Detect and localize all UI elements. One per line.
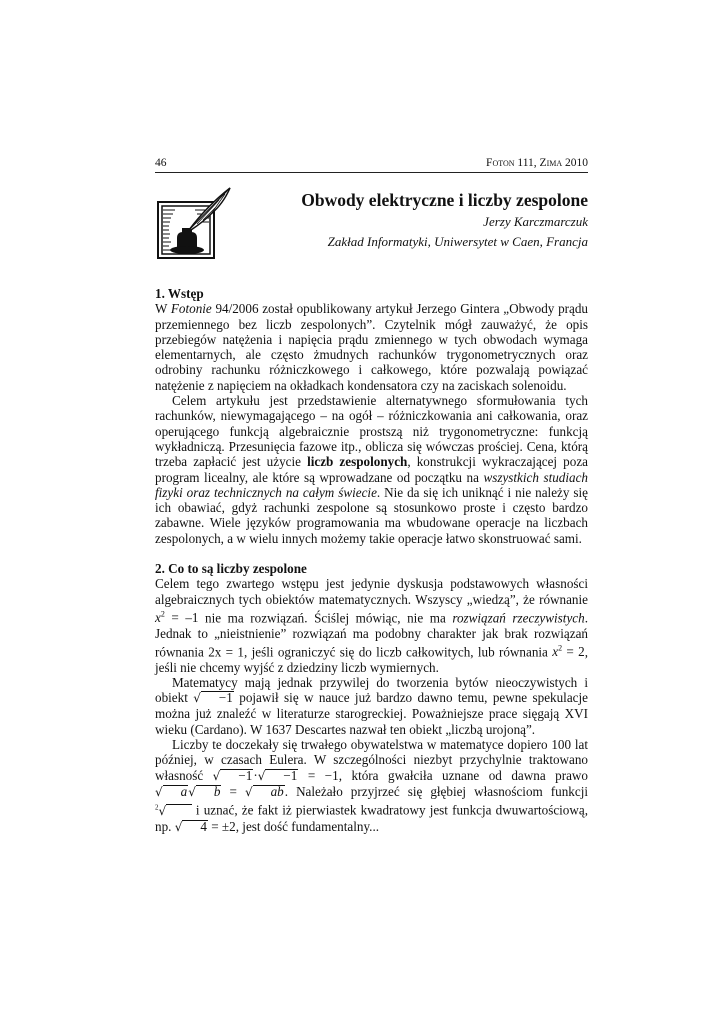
paragraph: Celem artykułu jest przedstawienie alternatywnego sformułowania tych rachunków, niewymagającego – na ogół – różniczkowania ani całkowania, oraz operującego funkcją algebraicznie prostszą niż trygonometryczne: funkcją wykładniczą. Przesunięcia fazowe itp., oblicza się wówczas prościej. Cena, którą trzeba zapłacić jest użycie liczb zespolonych, konstrukcji wykraczającej poza program licealny, ale które są wprowadzane od początku na wszystkich studiach fizyki oraz technicznych na całym świecie. Nie da się ich uniknąć i nie należy się ich obawiać, gdyż rachunki zespolone są stosunkowo proste i często bardzo zabawne. Wiele języków programowania ma wbudowane operacje na liczbach zespolonych, a w wielu innych możemy takie operacje łatwo skonstruować sami. <box>155 393 588 546</box>
article-title: Obwody elektryczne i liczby zespolone <box>301 190 588 210</box>
sqrt-icon: √ <box>155 784 163 799</box>
sqrt-minus-one: √ −1 <box>193 690 233 706</box>
sqrt-icon: √ <box>244 784 253 799</box>
paragraph: Celem tego zwartego wstępu jest jedynie dyskusja podstawowych własności algebraicznych tych obiektów matematycznych. Wszyscy „wiedzą”, że równanie $x^2 = -1$ nie ma rozwiązań. Ściślej mówiąc, nie ma rozwiązań rzeczywistych. Jednak to „nieistnienie” rozwiązań ma podobny charakter jak brak rozwiązań równania 2x = 1, jeśli ograniczyć się do liczb całkowitych, lub równania $x^2 = 2$, jeśli nie chcemy wyjść z dziedziny liczb wymiernych. <box>155 576 588 675</box>
equation: $^2$√ <box>155 803 192 818</box>
sqrt-icon: √ <box>174 819 183 834</box>
inkwell-quill-logo <box>155 186 235 262</box>
section-heading: 1. Wstęp <box>155 286 204 301</box>
sqrt-icon: √ <box>257 768 266 783</box>
sqrt-icon: √ <box>188 784 196 799</box>
paragraph: W Fotonie 94/2006 został opublikowany artykuł Jerzego Gintera „Obwody prądu przemiennego bez liczb zespolonych”. Czytelnik mógł zauważyć, że opis przebiegów natężenia i napięcia prądu zmiennego w tych obwodach wymaga elementarnych, ale często żmudnych rachunków trygonometrycznych oraz odrobiny rachunku różniczkowego i całkowego, które pozwalają powiązać natężenie z napięciem na okładkach kondensatora czy na zaciskach solenoidu. <box>155 301 588 393</box>
equation: √ −1·√ −1 = −1 <box>212 767 339 783</box>
author: Jerzy Karczmarczuk <box>483 214 588 229</box>
section-heading: 2. Co to są liczby zespolone <box>155 561 307 577</box>
running-header <box>155 157 588 173</box>
journal-info: Foton 111, Zima 2010 <box>486 157 588 169</box>
paragraph: Matematycy mają jednak przywilej do tworzenia bytów nieoczywistych i obiekt √ −1 pojawił się w nauce już bardzo dawno temu, pewne spekulacje można już znaleźć w literaturze starogreckiej. Poważniejsze prace sięgają XVI wieku (Cardano). W 1637 Descartes nazwał ten obiekt „liczbą urojoną”. <box>155 674 588 737</box>
equation: $x^2 = -1$ <box>155 609 199 626</box>
equation: 2x = 1 <box>208 644 244 660</box>
sqrt-icon: √ <box>193 691 201 706</box>
equation: √ 4 = ±2 <box>174 818 236 834</box>
sqrt-icon: √ <box>212 768 221 783</box>
header-rule <box>155 172 588 173</box>
paragraph: Liczby te doczekały się trwałego obywatelstwa w matematyce dopiero 100 lat później, w czasach Eulera. W szczególności niezbyt przychylnie traktowano własność √ −1·√ −1 = −1, która gwałciła uznane od dawna prawo √ a√ b = √ ab. Należało przyjrzeć się głębiej własnościom funkcji $^2$√ i uznać, że fakt iż pierwiastek kwadratowy jest funkcja dwuwartościową, np. √ 4 = ±2, jest dość fundamentalny... <box>155 737 588 834</box>
affiliation: Zakład Informatyki, Uniwersytet w Caen, Francja <box>327 234 588 249</box>
equation: √ a√ b = √ ab <box>155 783 284 799</box>
sqrt-icon: √ <box>158 803 167 818</box>
page-number: 46 <box>155 157 167 169</box>
article-body <box>155 286 588 835</box>
equation: $x^2 = 2$ <box>552 643 585 660</box>
